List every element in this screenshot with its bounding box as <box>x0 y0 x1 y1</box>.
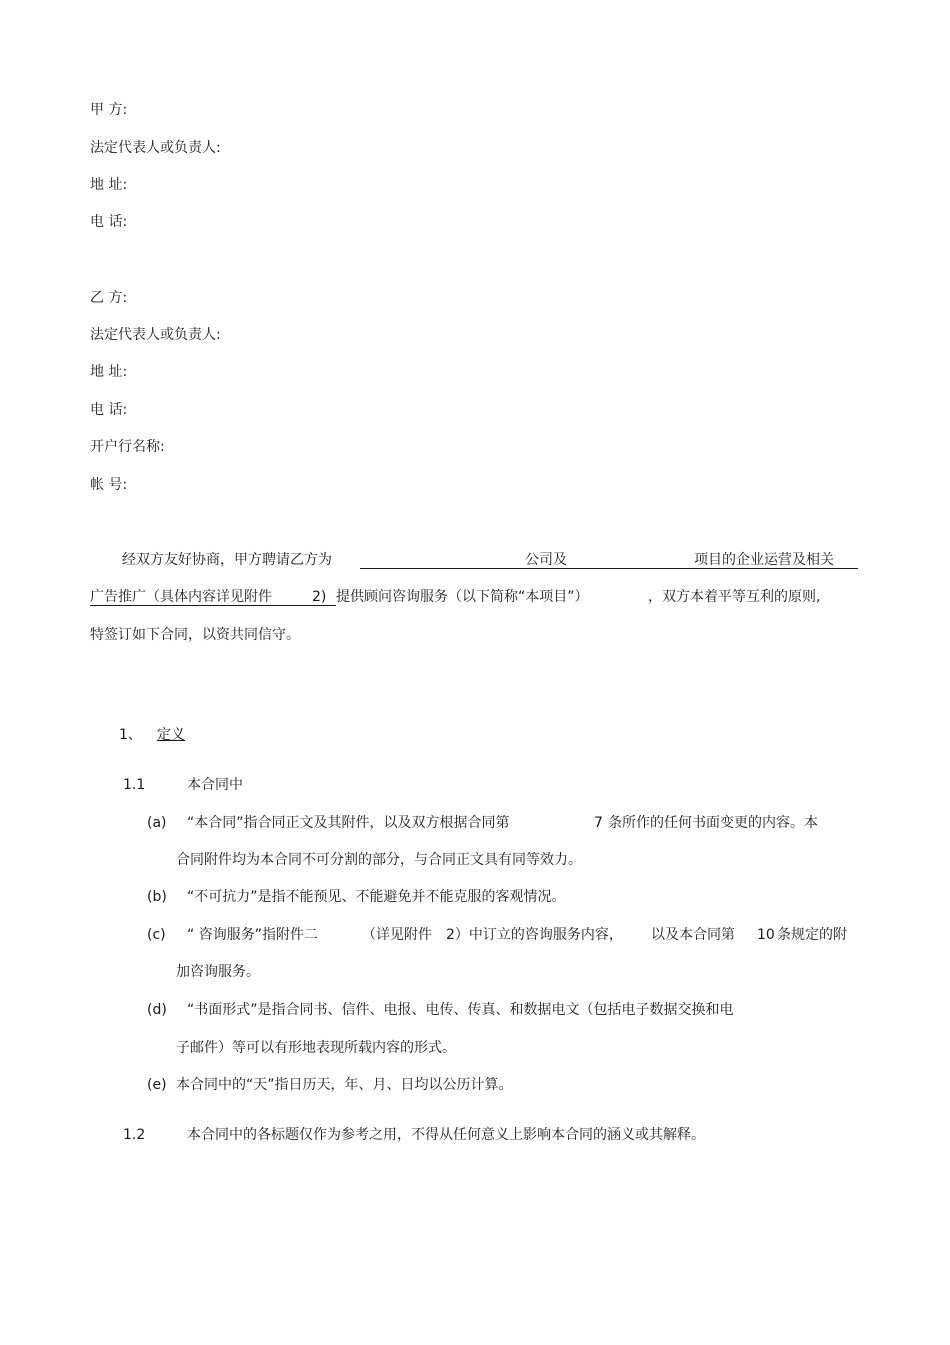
intro-line3: 特签订如下合同，以资共同信守。 <box>90 627 300 643</box>
clause-1-1-number: 1.1 <box>123 777 146 793</box>
item-d-line1: “书面形式”是指合同书、信件、电报、电传、传真、和数据电文（包括电子数据交换和电 <box>187 1002 734 1018</box>
intro-line2-c: 提供顾问咨询服务（以下简称“本项目”） <box>336 589 589 605</box>
item-a-line2: 合同附件均为本合同不可分割的部分，与合同正文具有同等效力。 <box>176 852 582 868</box>
intro-line1-c: 项目的企业运营及相关 <box>694 552 834 568</box>
intro-line1-a: 经双方友好协商，甲方聘请乙方为 <box>122 552 332 568</box>
party-b-address-label: 地 址: <box>90 364 128 380</box>
item-a-line1-a: “本合同”指合同正文及其附件，以及双方根据合同第 <box>187 815 510 831</box>
item-c-label: (c) <box>147 927 166 943</box>
item-e-label: (e) <box>147 1077 167 1093</box>
clause-1-2-text: 本合同中的各标题仅作为参考之用，不得从任何意义上影响本合同的涵义或其解释。 <box>187 1127 705 1143</box>
party-a-phone-label: 电 话: <box>90 214 128 230</box>
intro-line2-b: 2) <box>312 589 327 605</box>
item-d-line2: 子邮件）等可以有形地表现所载内容的形式。 <box>176 1040 456 1056</box>
party-a-name-label: 甲 方: <box>90 102 128 118</box>
party-b-phone-label: 电 话: <box>90 402 128 418</box>
item-c-line1-c: 2）中订立的咨询服务内容， <box>446 927 623 943</box>
item-e-text: 本合同中的“天”指日历天，年、月、日均以公历计算。 <box>176 1077 513 1093</box>
item-c-line1-d: 以及本合同第 <box>651 927 735 943</box>
item-a-label: (a) <box>147 815 167 831</box>
item-d-label: (d) <box>147 1002 167 1018</box>
section-1-title: 定义 <box>157 727 185 743</box>
party-b-account-label: 帐 号: <box>90 477 128 493</box>
party-a-address-label: 地 址: <box>90 177 128 193</box>
item-c-line1-e: 10 <box>757 927 775 943</box>
clause-1-2-number: 1.2 <box>123 1127 146 1143</box>
item-b-text: “不可抗力”是指不能预见、不能避免并不能克服的客观情况。 <box>187 889 566 905</box>
item-b-label: (b) <box>147 889 167 905</box>
intro-line2-underline <box>90 605 336 606</box>
item-a-line1-c: 条所作的任何书面变更的内容。本 <box>608 815 818 831</box>
intro-line2-d: ，双方本着平等互利的原则, <box>648 589 821 605</box>
item-c-line2: 加咨询服务。 <box>176 964 260 980</box>
item-c-line1-b: （详见附件 <box>362 927 432 943</box>
item-a-line1-b: 7 <box>594 815 603 831</box>
party-b-bank-label: 开户行名称: <box>90 439 165 455</box>
party-a-rep-label: 法定代表人或负责人: <box>90 140 221 156</box>
item-c-line1-a: “ 咨询服务”指附件二 <box>187 927 318 943</box>
section-1-number: 1、 <box>119 727 142 743</box>
party-b-name-label: 乙 方: <box>90 290 128 306</box>
intro-line2-a: 广告推广（具体内容详见附件 <box>90 589 272 605</box>
party-b-rep-label: 法定代表人或负责人: <box>90 327 221 343</box>
clause-1-1-text: 本合同中 <box>187 777 243 793</box>
intro-line1-b: 公司及 <box>525 552 567 568</box>
item-c-line1-f: 条规定的附 <box>777 927 847 943</box>
